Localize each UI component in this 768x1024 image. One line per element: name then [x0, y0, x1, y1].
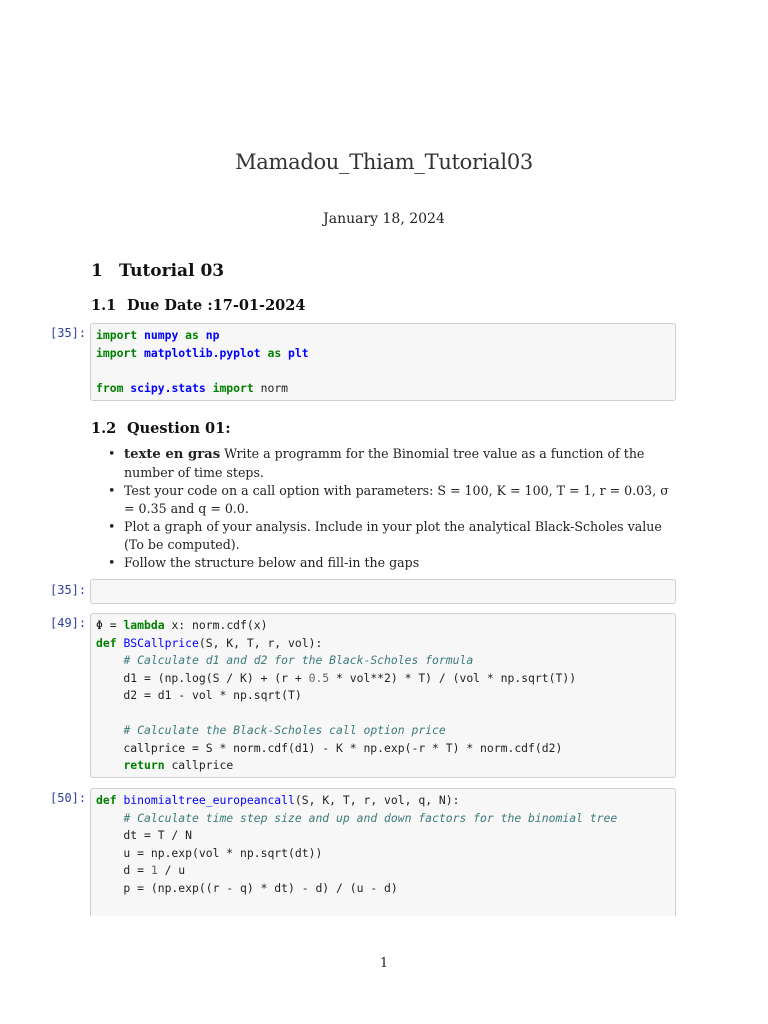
list-item: [106, 518, 678, 553]
document-title: Mamadou_Thiam_Tutorial03: [235, 150, 533, 174]
code-line: # Calculate the Black-Scholes call option price: [123, 723, 446, 737]
document-date: January 18, 2024: [323, 211, 445, 227]
code-line: # Calculate time step size and up and down factors for the binomial tree: [123, 810, 618, 825]
code-line: Φ = lambda x: norm.cdf(x): [96, 618, 268, 632]
subsection-title: Question 01:: [127, 420, 231, 437]
code-line: dt = T / N: [96, 828, 193, 842]
section-number: 1: [91, 261, 103, 281]
bullet-text: Follow the structure below and fill-in the gaps: [124, 555, 420, 570]
code-cell-bscallprice[interactable]: [90, 613, 676, 778]
bullet-text: Plot a graph of your analysis. Include in your plot the analytical Black-Scholes value (To be computed).: [124, 519, 662, 552]
code-cell-binomialtree[interactable]: [90, 788, 676, 916]
bullet-text: Write a programm for the Binomial tree value as a function of the number of time steps.: [124, 446, 645, 480]
cell-prompt: [50]:: [50, 791, 87, 805]
bold-text: texte en gras: [124, 447, 221, 462]
subsection-number: 1.1: [91, 297, 117, 314]
code-line: [96, 362, 670, 380]
subsection-number: 1.2: [91, 420, 117, 437]
code-line: import numpy as np: [96, 328, 220, 342]
code-line: def BSCallprice(S, K, T, r, vol):: [96, 635, 323, 650]
code-line: from scipy.stats import norm: [96, 380, 289, 395]
section-title: Tutorial 03: [119, 261, 225, 281]
list-item: [106, 554, 678, 572]
list-item: [106, 445, 678, 481]
subsection-title: Due Date :17-01-2024: [127, 297, 306, 314]
bullet-text: Test your code on a call option with parameters: S = 100, K = 100, T = 1, r = 0.03, σ = 0.35 and q = 0.0.: [124, 483, 669, 516]
code-line: d = 1 / u: [96, 863, 186, 877]
code-line: return callprice: [123, 758, 234, 772]
code-line: u = np.exp(vol * np.sqrt(dt)): [96, 845, 323, 860]
code-line: p = (np.exp((r - q) * dt) - d) / (u - d): [96, 880, 398, 895]
code-line: callprice = S * norm.cdf(d1) - K * np.exp(-r * T) * norm.cdf(d2): [96, 740, 563, 755]
subsection-heading-due-date: [91, 297, 305, 314]
code-line: def binomialtree_europeancall(S, K, T, r, vol, q, N):: [96, 793, 460, 807]
cell-prompt: [35]:: [50, 583, 87, 597]
question-bullet-list: [106, 445, 678, 573]
list-item: [106, 482, 678, 517]
section-heading-tutorial: [91, 261, 224, 281]
cell-prompt: [35]:: [50, 326, 87, 340]
code-line: [96, 705, 670, 723]
code-line: # Calculate d1 and d2 for the Black-Scholes formula: [123, 653, 474, 667]
code-cell-imports[interactable]: [90, 323, 676, 401]
page-number: 1: [379, 956, 389, 971]
subsection-heading-question: [91, 420, 231, 437]
code-line: d1 = (np.log(S / K) + (r + 0.5 * vol**2) * T) / (vol * np.sqrt(T)): [96, 670, 577, 685]
code-line: import matplotlib.pyplot as plt: [96, 345, 309, 360]
code-cell-empty[interactable]: [90, 579, 676, 604]
code-line: d2 = d1 - vol * np.sqrt(T): [96, 688, 302, 702]
cell-prompt: [49]:: [50, 616, 87, 630]
